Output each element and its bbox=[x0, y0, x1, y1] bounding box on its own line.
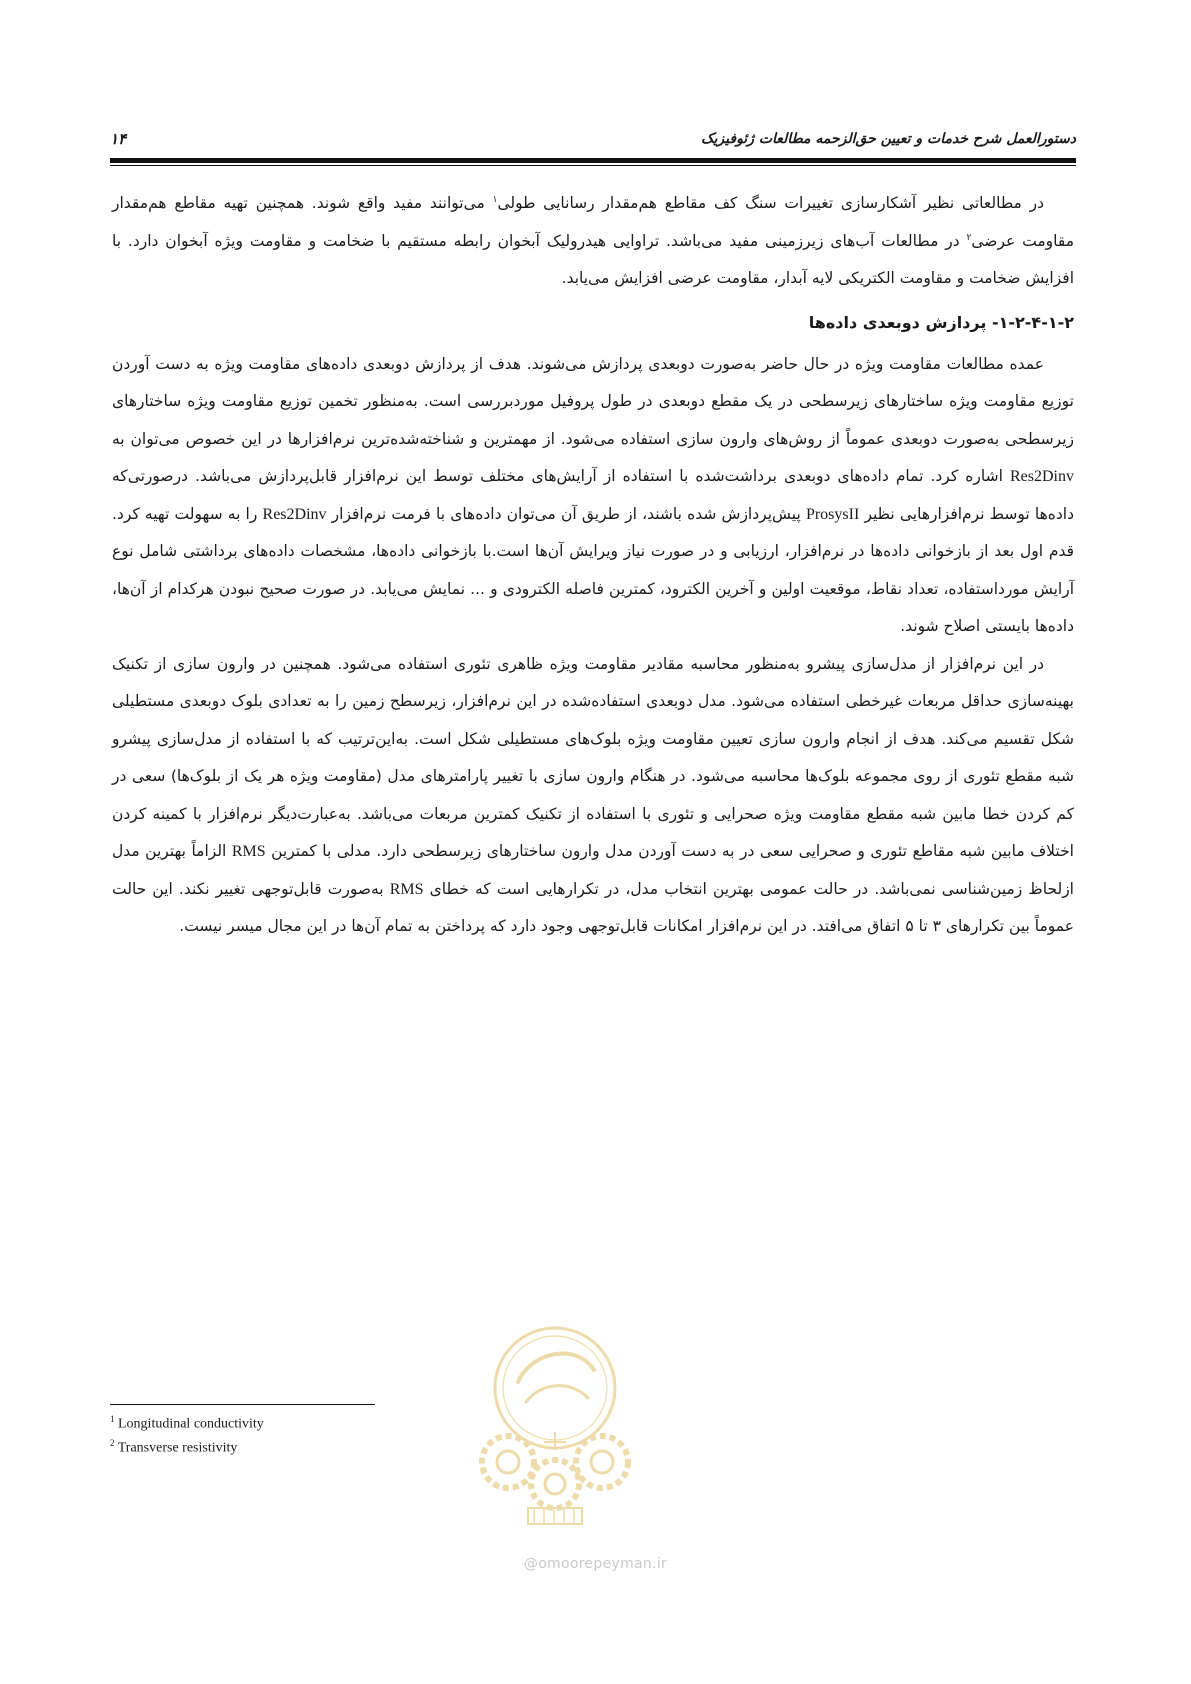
section-heading: ۱-۲-۴-۱-۲- پردازش دوبعدی داده‌ها bbox=[808, 312, 1074, 332]
document-body bbox=[112, 185, 1074, 946]
footnote-2 bbox=[110, 1434, 264, 1458]
footnotes bbox=[110, 1410, 264, 1457]
p2-text-2: اشاره کرد. تمام داده‌های دوبعدی برداشت‌شده با استفاده از آرایش‌های مختلف توسط این نرم‌افزار قابل‌پردازش می‌باشد. درصورتی‌که داده‌ها توسط نرم‌افزارهایی نظیر bbox=[112, 467, 1074, 523]
header-rule-thin bbox=[110, 165, 1076, 166]
p3-text-3: به‌صورت قابل‌توجهی تغییر نکند. این حالت عموماً بین تکرارهای ۳ تا ۵ اتفاق می‌افتد. در این نرم‌افزار امکانات قابل‌توجهی وجود دارد که پرداختن به تمام آن‌ها در این مجال میسر نیست. bbox=[112, 879, 1074, 935]
page-header bbox=[110, 128, 1076, 150]
page-number: ۱۴ bbox=[110, 130, 127, 148]
p2-text-4: را به سهولت تهیه کرد. قدم اول بعد از بازخوانی داده‌ها در نرم‌افزار، ارزیابی و در صورت نیاز ویرایش آن‌ها است.با بازخوانی داده‌ها، مشخصات داده‌های برداشتی شامل نوع آرایش مورداستفاده، تعداد نقاط، موقعیت اولین و آخرین الکترود، کمترین فاصله الکترودی و ... نمایش می‌یابد. در صورت صحیح نبودن هرکدام از آن‌ها، داده‌ها بایستی اصلاح شوند. bbox=[112, 504, 1074, 635]
footnote-ref-2: ۲ bbox=[966, 232, 972, 243]
footnote-separator bbox=[110, 1404, 375, 1405]
watermark-url: @omoorepeyman.ir bbox=[523, 1556, 668, 1572]
p1-text-3: در مطالعات آب‌های زیرزمینی مفید می‌باشد. تراوایی هیدرولیک آبخوان رابطه مستقیم با ضخامت و مقاومت ویژه آبخوان دارد. با افزایش ضخامت و مقاومت الکتریکی لایه آبدار، مقاومت عرضی افزایش می‌یابد. bbox=[112, 231, 1074, 287]
p2-text-1: عمده مطالعات مقاومت ویژه در حال حاضر به‌صورت دوبعدی پردازش می‌شوند. هدف از پردازش دوبعدی داده‌های مقاومت ویژه به دست آوردن توزیع مقاومت ویژه ساختارهای زیرسطحی در یک مقطع دوبعدی در طول پروفیل موردبررسی است. به‌منظور تخمین توزیع مقاومت ویژه ساختارهای زیرسطحی به‌صورت دوبعدی عموماً از روش‌های وارون سازی استفاده می‌شود. از مهمترین و شناخته‌شده‌ترین نرم‌افزارها در این خصوص می‌توان به bbox=[112, 354, 1074, 448]
footnote-ref-1: ۱ bbox=[492, 194, 498, 205]
footnote-mark-2: 2 bbox=[110, 1437, 115, 1448]
term-rms-2: RMS bbox=[389, 880, 424, 898]
software-name-res2dinv-2: Res2Dinv bbox=[262, 505, 327, 523]
header-title: دستورالعمل شرح خدمات و تعیین حق‌الزحمه مطالعات ژئوفیزیک bbox=[701, 131, 1076, 147]
software-name-prosys: ProsysII bbox=[805, 505, 860, 523]
paragraph-1 bbox=[112, 185, 1074, 298]
p1-text-2: می‌توانند مفید واقع شوند. همچنین تهیه مقاطع هم‌مقدار مقاومت عرضی bbox=[112, 194, 1075, 250]
paragraph-3 bbox=[112, 646, 1074, 946]
paragraph-2 bbox=[112, 346, 1074, 646]
footnote-text-1: Longitudinal conductivity bbox=[114, 1416, 264, 1432]
footnote-text-2: Transverse resistivity bbox=[114, 1440, 238, 1456]
p2-text-3: پیش‌پردازش شده باشند، از طریق آن می‌توان داده‌های با فرمت نرم‌افزار bbox=[326, 504, 806, 523]
p1-text-1: در مطالعاتی نظیر آشکارسازی تغییرات سنگ کف مقاطع هم‌مقدار رسانایی طولی bbox=[497, 194, 1044, 212]
footnote-1 bbox=[110, 1410, 264, 1434]
footnote-mark-1: 1 bbox=[110, 1414, 115, 1424]
header-rule-thick bbox=[110, 158, 1076, 163]
term-rms-1: RMS bbox=[231, 843, 266, 860]
software-name-res2dinv: Res2Dinv bbox=[1010, 468, 1074, 485]
p3-text-2: الزاماً بهترین مدل ازلحاظ زمین‌شناسی نمی‌باشد. در حالت عمومی بهترین انتخاب مدل، در تکرارهایی است که خطای bbox=[112, 842, 1074, 898]
p3-text-1: در این نرم‌افزار از مدل‌سازی پیشرو به‌منظور محاسبه مقادیر مقاومت ویژه ظاهری تئوری استفاده می‌شود. همچنین در وارون سازی از تکنیک بهینه‌سازی حداقل مربعات غیرخطی استفاده می‌شود. مدل دوبعدی استفاده‌شده در این نرم‌افزار، زیرسطح زمین را به تعدادی بلوک دوبعدی مستطیلی شکل تقسیم می‌کند. هدف از انجام وارون سازی تعیین مقاومت ویژه بلوک‌های مستطیلی شکل است. به‌این‌ترتیب که با استفاده از مدل‌سازی پیشرو شبه مقطع تئوری از روی مجموعه بلوک‌ها محاسبه می‌شود. در هنگام وارون سازی با تغییر پارامترهای مدل (مقاومت ویژه هر یک از بلوک‌ها) سعی در کم کردن خطا مابین شبه مقطع مقاومت ویژه صحرایی و تئوری با استفاده از تکنیک کمترین مربعات می‌باشد. به‌عبارت‌دیگر نرم‌افزار با کمینه کردن اختلاف مابین شبه مقاطع تئوری و صحرایی سعی در به دست آوردن مدل وارون ساختارهای زیرسطحی دارد. مدلی با کمترین bbox=[112, 654, 1074, 860]
watermark-seal-logo bbox=[456, 1312, 654, 1532]
